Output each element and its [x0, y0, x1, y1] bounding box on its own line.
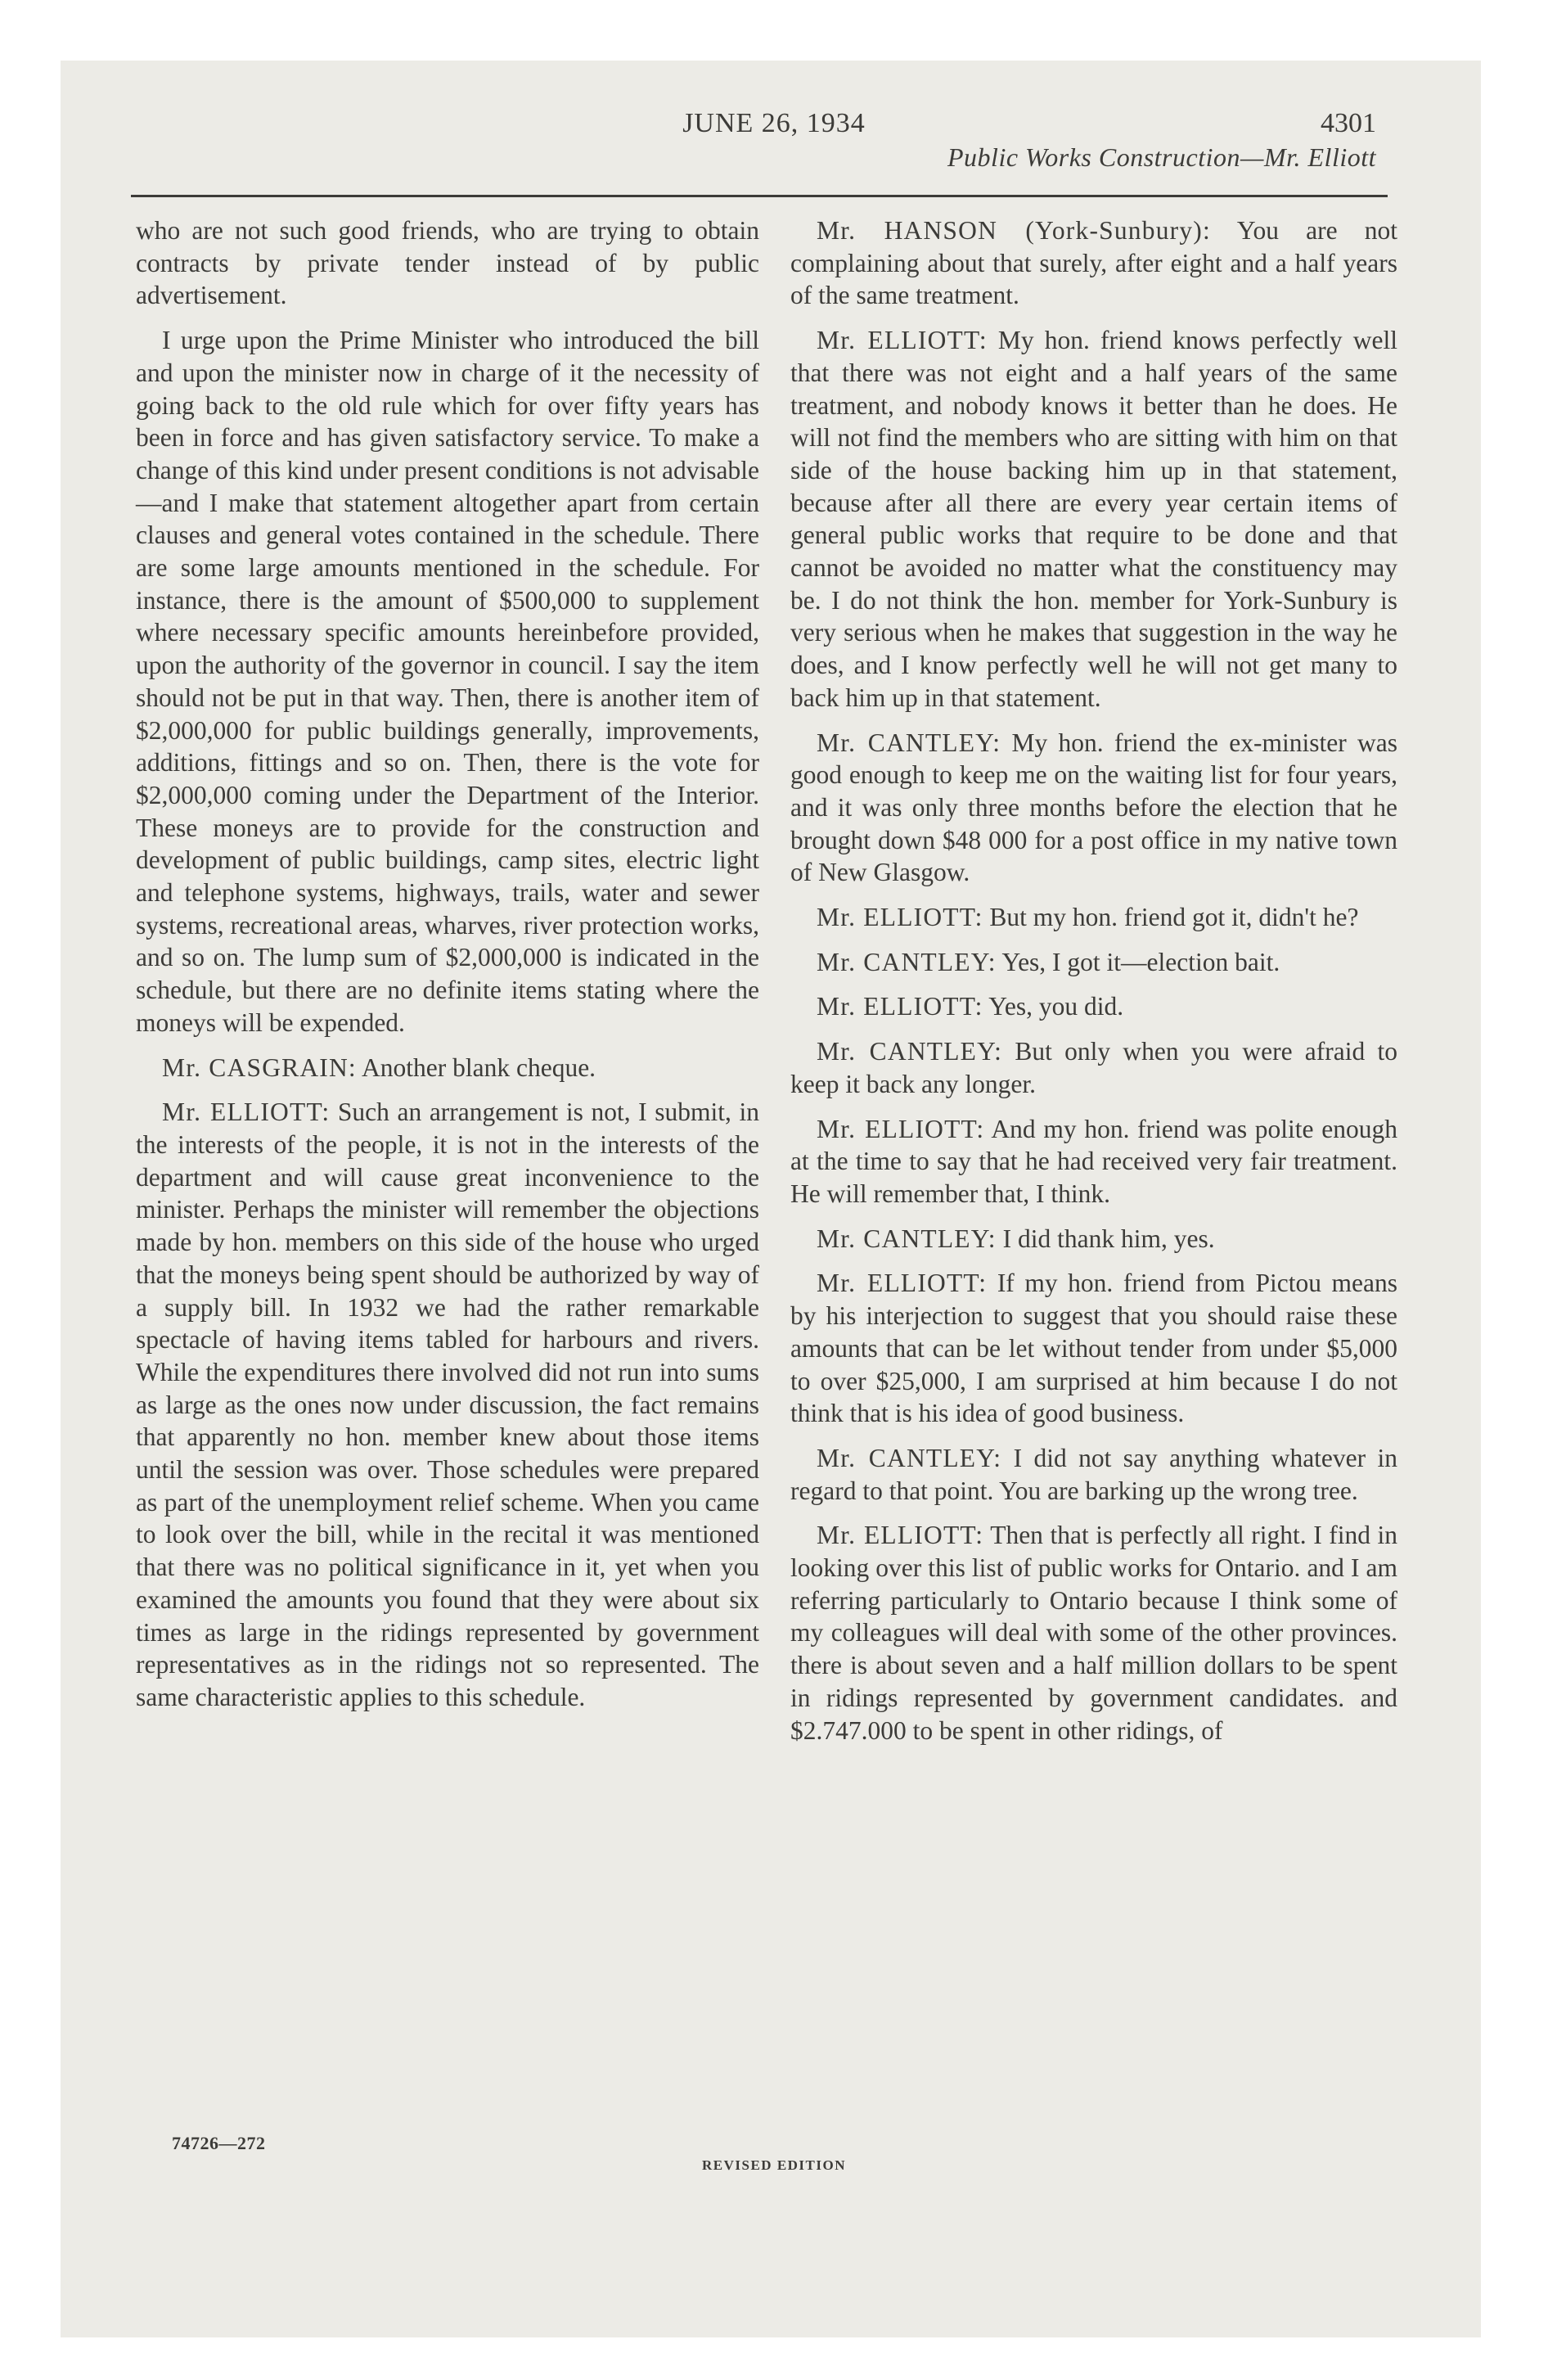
paragraph [790, 214, 1397, 312]
paragraph [790, 901, 1397, 934]
footer-edition: REVISED EDITION [701, 2157, 846, 2173]
paragraph-text: Another blank cheque. [362, 1053, 596, 1082]
paragraph-text: If my hon. friend from Pictou means by his interjection to suggest that you should raise these amounts that can be let without tender from under $5,000 to over $25,000, I am surprised at him because I do not think that is his idea of good business. [790, 1269, 1397, 1428]
speaker-name: Mr. ELLIOTT: [817, 992, 983, 1021]
paragraph [790, 1113, 1397, 1210]
speaker-name: Mr. CANTLEY: [817, 1224, 997, 1253]
paragraph-text: But my hon. friend got it, didn't he? [989, 903, 1359, 932]
speaker-name: Mr. ELLIOTT: [162, 1098, 331, 1127]
right-column [790, 214, 1397, 1759]
speaker-name: Mr. ELLIOTT: [817, 1114, 985, 1143]
paragraph [790, 990, 1397, 1023]
speaker-name: Mr. CANTLEY: [817, 1037, 1003, 1066]
speaker-name: Mr. ELLIOTT: [817, 1269, 988, 1298]
speaker-name: Mr. ELLIOTT: [817, 1521, 984, 1550]
speaker-name: Mr. CASGRAIN: [162, 1053, 357, 1082]
paragraph-text: You are not complaining about that surely, after eight and a half years of the same treatment. [790, 216, 1397, 310]
paragraph-text: Yes, you did. [988, 992, 1124, 1021]
header-subject: Public Works Construction—Mr. Elliott [947, 142, 1376, 172]
paragraph [790, 1035, 1397, 1100]
paragraph-text: I urge upon the Prime Minister who introduced the bill and upon the minister now in charge of it the necessity of going back to the old rule which for over fifty years has been in force and has given satisfactory service. To make a change of this kind under present conditions is not advisable—and I make that statement altogether apart from certain clauses and general votes contained in the schedule. There are some large amounts mentioned in the schedule. For instance, there is the amount of $500,000 to supplement where necessary specific amounts hereinbefore provided, upon the authority of the governor in council. I say the item should not be put in that way. Then, there is another item of $2,000,000 for public buildings generally, improvements, additions, fittings and so on. Then, there is the vote for $2,000,000 coming under the Department of the Interior. These moneys are to provide for the construction and development of public buildings, camp sites, electric light and telephone systems, highways, trails, water and sewer systems, recreational areas, wharves, river protection works, and so on. The lump sum of $2,000,000 is indicated in the schedule, but there are no definite items stating where the moneys will be expended. [136, 326, 759, 1037]
paragraph [790, 324, 1397, 714]
paragraph [790, 727, 1397, 890]
paragraph-text: And my hon. friend was polite enough at the time to say that he had received very fair treatment. He will remember that, I think. [790, 1114, 1397, 1208]
header-rule [131, 195, 1388, 197]
paragraph [136, 214, 759, 312]
paragraph-text: I did not say anything whatever in regard to that point. You are barking up the wrong tree. [790, 1443, 1398, 1505]
paragraph [790, 1267, 1397, 1430]
speaker-name: Mr. HANSON (York-Sunbury): [817, 216, 1211, 245]
paragraph [790, 946, 1397, 979]
paragraph-text: Then that is perfectly all right. I find in looking over this list of public works for Ontario. and I am referring particularly to Ontario because I think some of my colleagues will deal with some of the other provinces. there is about seven and a half million dollars to be spent in ridings represented by government candidates. and $2.747.000 to be spent in other ridings, of [790, 1521, 1398, 1745]
header-date: JUNE 26, 1934 [682, 108, 866, 138]
speaker-name: Mr. CANTLEY: [817, 728, 1001, 757]
paragraph-text: But only when you were afraid to keep it back any longer. [790, 1037, 1398, 1098]
speaker-name: Mr. ELLIOTT: [817, 326, 988, 355]
paragraph [790, 1223, 1397, 1255]
footer-code: 74726—272 [172, 2133, 266, 2153]
paragraph-text: I did thank him, yes. [1002, 1224, 1215, 1253]
paragraph [790, 1442, 1397, 1507]
paragraph [136, 324, 759, 1039]
paragraph-text: My hon. friend knows perfectly well that there was not eight and a half years of the same treatment, and nobody knows it better than he does. He will not find the members who are sitting with him on that side of the house backing him up in that statement, because after all there are every year certain items of general public works that require to be done and that cannot be avoided no matter what the constituency may be. I do not think the hon. member for York-Sunbury is very serious when he makes that suggestion in the way he does, and I know perfectly well he will not get many to back him up in that statement. [790, 326, 1397, 712]
paragraph [136, 1096, 759, 1713]
speaker-name: Mr. CANTLEY: [817, 947, 997, 976]
speaker-name: Mr. CANTLEY: [817, 1443, 1002, 1472]
left-column [136, 214, 759, 1726]
speaker-name: Mr. ELLIOTT: [817, 903, 983, 932]
paragraph-text: who are not such good friends, who are trying to obtain contracts by private tender instead of by public advertisement. [136, 216, 759, 310]
page-number: 4301 [1321, 108, 1376, 138]
paragraph-text: My hon. friend the ex-minister was good enough to keep me on the waiting list for four years, and it was only three months before the election that he brought down $48 000 for a post office in my native town of New Glasgow. [790, 728, 1398, 887]
paragraph [790, 1519, 1397, 1747]
paragraph-text: Such an arrangement is not, I submit, in the interests of the people, it is not in the interests of the department and will cause great inconvenience to the minister. Perhaps the minister will remember the objections made by hon. members on this side of the house who urged that the moneys being spent should be authorized by way of a supply bill. In 1932 we had the rather remarkable spectacle of having items tabled for harbours and rivers. While the expenditures there involved did not run into sums as large as the ones now under discussion, the fact remains that apparently no hon. member knew about those items until the session was over. Those schedules were prepared as part of the unemployment relief scheme. When you came to look over the bill, while in the recital it was mentioned that there was no political significance in it, yet when you examined the amounts you found that they were about six times as large in the ridings represented by government representatives as in the ridings not so represented. The same characteristic applies to this schedule. [136, 1098, 760, 1711]
paragraph-text: Yes, I got it—election bait. [1001, 947, 1280, 976]
paragraph [136, 1052, 759, 1084]
